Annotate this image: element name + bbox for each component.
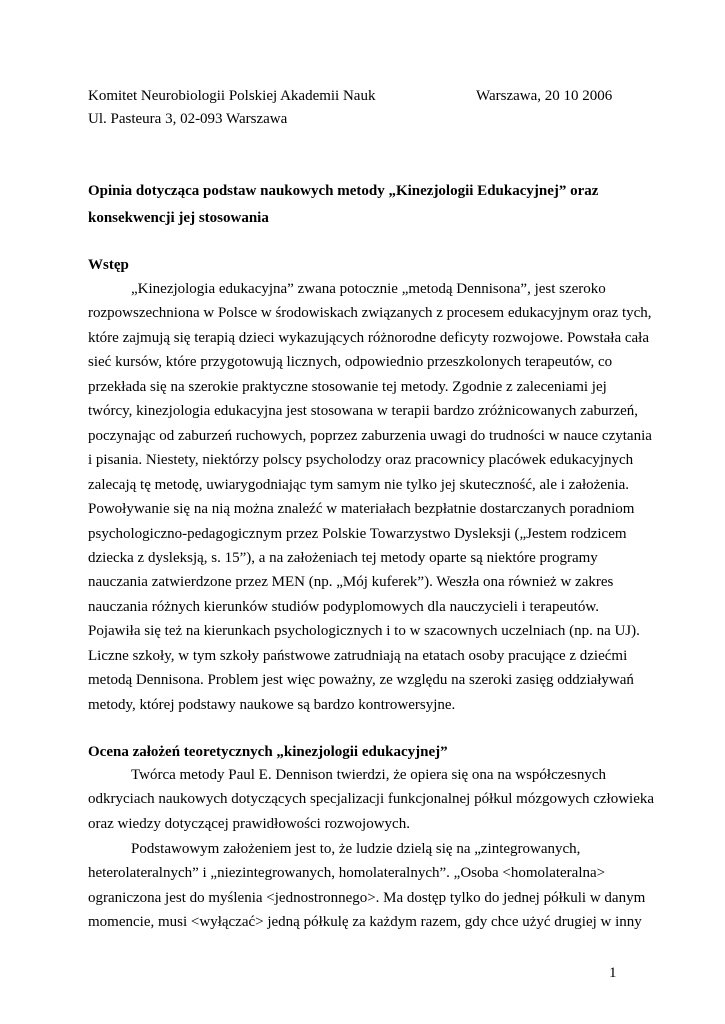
institution-address: Ul. Pasteura 3, 02-093 Warszawa (88, 111, 288, 127)
text-line: heterolateralnych” i „niezintegrowanych, homolateralnych”. „Osoba <homolateralna> (88, 865, 606, 882)
page-number: 1 (609, 965, 617, 981)
text-line: Powoływanie się na nią można znaleźć w materiałach bezpłatnie dostarczanych poradniom (88, 501, 635, 518)
text-line: „Kinezjologia edukacyjna” zwana potocznie „metodą Dennisona”, jest szeroko (131, 281, 606, 297)
text-line: Podstawowym założeniem jest to, że ludzie dzielą się na „zintegrowanych, (131, 841, 581, 857)
text-line: nauczania różnych kierunków studiów podyplomowych dla nauczycieli i terapeutów. (88, 598, 599, 615)
text-line: oraz wiedzy dotyczącej prawidłowości rozwojowych. (88, 815, 410, 832)
text-line: psychologiczno-pedagogicznym przez Polskie Towarzystwo Dysleksji („Jestem rodzicem (88, 525, 627, 542)
text-line: i pisania. Niestety, niektórzy polscy psycholodzy oraz pracownicy placówek edukacyjnych (88, 452, 634, 469)
document-title-line-2: konsekwencji jej stosowania (88, 210, 269, 226)
text-line: Pojawiła się też na kierunkach psychologicznych i to w szacownych uczelniach (np. na UJ). (88, 623, 640, 640)
section-heading-wstep: Wstęp (88, 257, 129, 273)
text-line: przekłada się na szerokie praktyczne stosowanie tej metody. Zgodnie z zaleceniami jej (88, 378, 607, 395)
text-line: rozpowszechniona w Polsce w środowiskach związanych z procesem edukacyjnym oraz tych, (88, 305, 652, 322)
text-line: ograniczona jest do myślenia <jednostronnego>. Ma dostęp tylko do jednej półkuli w danym (88, 889, 646, 906)
document-title-line-1: Opinia dotycząca podstaw naukowych metody „Kinezjologii Edukacyjnej” oraz (88, 183, 599, 199)
place-date: Warszawa, 20 10 2006 (476, 88, 613, 104)
text-line: metody, której podstawy naukowe są bardzo kontrowersyjne. (88, 696, 456, 713)
text-line: Liczne szkoły, w tym szkoły państwowe zatrudniają na etatach osoby pracujące z dziećmi (88, 647, 628, 664)
text-line: dziecka z dysleksją, s. 15”), a na założeniach tej metody oparte są niektóre programy (88, 549, 598, 566)
text-line: które zajmują się terapią dzieci wykazujących różnorodne deficyty rozwojowe. Powstała cała (88, 329, 650, 346)
text-line: zalecają tę metodę, uwiarygodniając tym samym nie tylko jej skuteczność, ale i założenia. (88, 476, 630, 493)
text-line: sieć kursów, które przygotowują licznych, odpowiednio przeszkolonych terapeutów, co (88, 354, 613, 371)
text-line: odkryciach naukowych dotyczących specjalizacji funkcjonalnej półkul mózgowych człowieka (88, 791, 655, 808)
text-line: metodą Dennisona. Problem jest więc poważny, ze względu na szeroki zasięg oddziaływań (88, 672, 634, 689)
section-heading-ocena: Ocena założeń teoretycznych „kinezjologii edukacyjnej” (88, 744, 448, 760)
text-line: poczynając od zaburzeń ruchowych, poprzez zaburzenia uwagi do trudności w nauce czytania (88, 427, 652, 444)
text-line: nauczania zatwierdzone przez MEN (np. „Mój kuferek”). Weszła ona również w zakres (88, 574, 614, 591)
institution-name: Komitet Neurobiologii Polskiej Akademii Nauk (88, 88, 376, 104)
text-line: twórcy, kinezjologia edukacyjna jest stosowana w terapii bardzo zróżnicowanych zaburzeń, (88, 403, 639, 420)
text-line: momencie, musi <wyłączać> jedną półkulę za każdym razem, gdy chce użyć drugiej w inny (88, 914, 642, 931)
text-line: Twórca metody Paul E. Dennison twierdzi, że opiera się ona na współczesnych (131, 767, 607, 783)
